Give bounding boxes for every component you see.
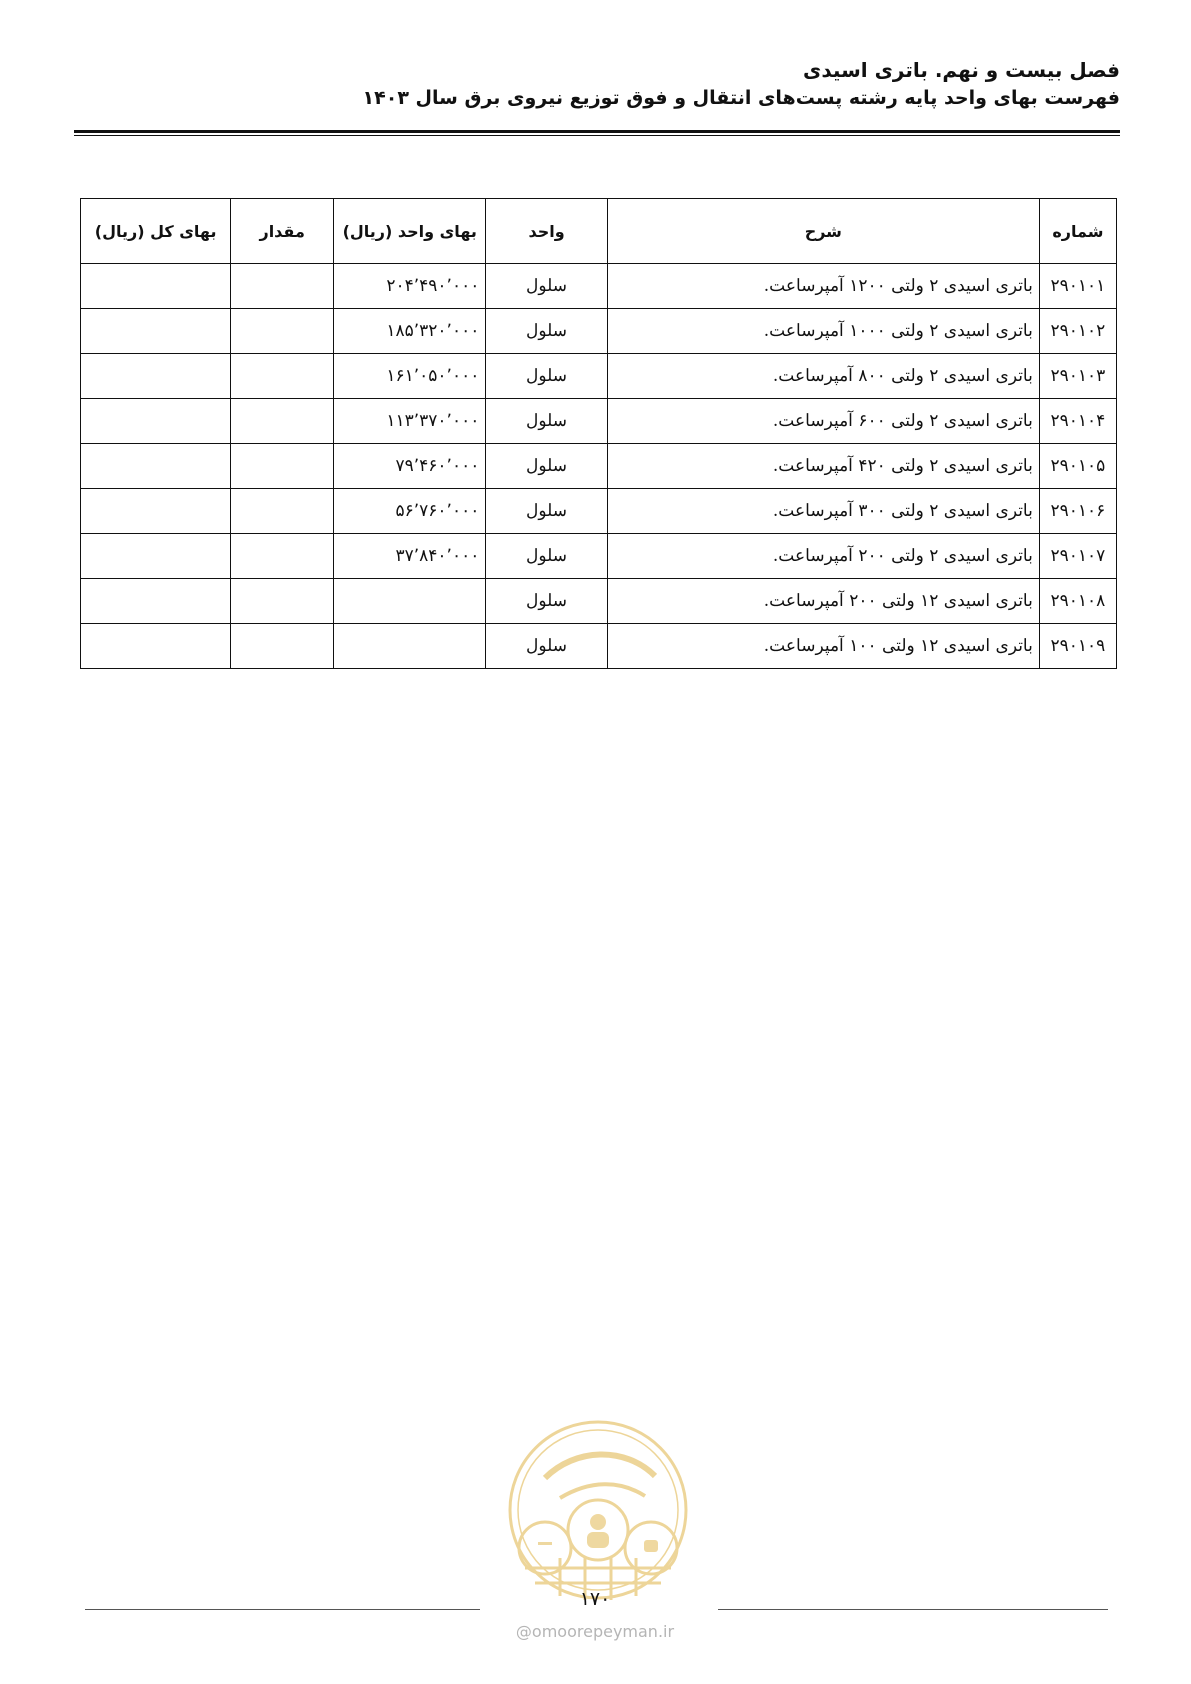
item-description: باتری اسیدی ۱۲ ولتی ۲۰۰ آمپرساعت. [607, 579, 1039, 624]
item-unit: سلول [486, 264, 607, 309]
item-unit-price: ۱۸۵٬۳۲۰٬۰۰۰ [334, 309, 486, 354]
item-code: ۲۹۰۱۰۸ [1039, 579, 1116, 624]
footer-rule-left [85, 1609, 480, 1610]
item-description: باتری اسیدی ۱۲ ولتی ۱۰۰ آمپرساعت. [607, 624, 1039, 669]
item-unit: سلول [486, 579, 607, 624]
table-row [81, 354, 1117, 399]
item-description: باتری اسیدی ۲ ولتی ۲۰۰ آمپرساعت. [607, 534, 1039, 579]
item-total-price [81, 309, 231, 354]
item-total-price [81, 624, 231, 669]
table-row [81, 309, 1117, 354]
table-row [81, 489, 1117, 534]
item-unit: سلول [486, 624, 607, 669]
item-total-price [81, 399, 231, 444]
item-description: باتری اسیدی ۲ ولتی ۱۲۰۰ آمپرساعت. [607, 264, 1039, 309]
column-header-unit-price: بهای واحد (ریال) [334, 199, 486, 264]
page-number: ۱۷۰ [579, 1588, 611, 1610]
item-total-price [81, 444, 231, 489]
item-total-price [81, 579, 231, 624]
item-code: ۲۹۰۱۰۳ [1039, 354, 1116, 399]
item-unit-price [334, 624, 486, 669]
column-header-total-price: بهای کل (ریال) [81, 199, 231, 264]
item-unit: سلول [486, 399, 607, 444]
watermark-seal-logo [505, 1418, 691, 1608]
item-unit-price: ۳۷٬۸۴۰٬۰۰۰ [334, 534, 486, 579]
document-subtitle: فهرست بهای واحد پایه رشته پست‌های انتقال و فوق توزیع نیروی برق سال ۱۴۰۳ [362, 87, 1120, 109]
price-table [80, 198, 1117, 669]
item-quantity [231, 354, 334, 399]
item-quantity [231, 579, 334, 624]
table-header-row [81, 199, 1117, 264]
item-unit: سلول [486, 309, 607, 354]
table-row [81, 264, 1117, 309]
item-unit: سلول [486, 444, 607, 489]
item-total-price [81, 534, 231, 579]
footer-rule-right [718, 1609, 1108, 1610]
item-code: ۲۹۰۱۰۹ [1039, 624, 1116, 669]
item-description: باتری اسیدی ۲ ولتی ۶۰۰ آمپرساعت. [607, 399, 1039, 444]
item-code: ۲۹۰۱۰۶ [1039, 489, 1116, 534]
item-unit-price: ۲۰۴٬۴۹۰٬۰۰۰ [334, 264, 486, 309]
item-unit-price [334, 579, 486, 624]
item-total-price [81, 489, 231, 534]
table-row [81, 534, 1117, 579]
chapter-title: فصل بیست و نهم. باتری اسیدی [803, 58, 1120, 82]
item-code: ۲۹۰۱۰۱ [1039, 264, 1116, 309]
column-header-code: شماره [1039, 199, 1116, 264]
watermark-url: @omoorepeyman.ir [515, 1622, 675, 1641]
column-header-quantity: مقدار [231, 199, 334, 264]
item-quantity [231, 489, 334, 534]
item-quantity [231, 534, 334, 579]
item-total-price [81, 264, 231, 309]
item-code: ۲۹۰۱۰۵ [1039, 444, 1116, 489]
item-unit-price: ۱۱۳٬۳۷۰٬۰۰۰ [334, 399, 486, 444]
header-rule-thin [74, 135, 1120, 136]
table-row [81, 444, 1117, 489]
item-unit-price: ۵۶٬۷۶۰٬۰۰۰ [334, 489, 486, 534]
item-quantity [231, 444, 334, 489]
item-quantity [231, 264, 334, 309]
item-unit: سلول [486, 489, 607, 534]
item-description: باتری اسیدی ۲ ولتی ۱۰۰۰ آمپرساعت. [607, 309, 1039, 354]
table-row [81, 624, 1117, 669]
item-quantity [231, 399, 334, 444]
header-rule-thick [74, 130, 1120, 133]
item-description: باتری اسیدی ۲ ولتی ۸۰۰ آمپرساعت. [607, 354, 1039, 399]
item-description: باتری اسیدی ۲ ولتی ۳۰۰ آمپرساعت. [607, 489, 1039, 534]
column-header-unit: واحد [486, 199, 607, 264]
item-code: ۲۹۰۱۰۷ [1039, 534, 1116, 579]
item-total-price [81, 354, 231, 399]
page-header [74, 56, 1120, 112]
table-row [81, 399, 1117, 444]
item-description: باتری اسیدی ۲ ولتی ۴۲۰ آمپرساعت. [607, 444, 1039, 489]
item-unit-price: ۷۹٬۴۶۰٬۰۰۰ [334, 444, 486, 489]
item-unit: سلول [486, 534, 607, 579]
item-quantity [231, 624, 334, 669]
item-unit-price: ۱۶۱٬۰۵۰٬۰۰۰ [334, 354, 486, 399]
table-row [81, 579, 1117, 624]
column-header-description: شرح [607, 199, 1039, 264]
item-code: ۲۹۰۱۰۴ [1039, 399, 1116, 444]
item-unit: سلول [486, 354, 607, 399]
item-quantity [231, 309, 334, 354]
item-code: ۲۹۰۱۰۲ [1039, 309, 1116, 354]
